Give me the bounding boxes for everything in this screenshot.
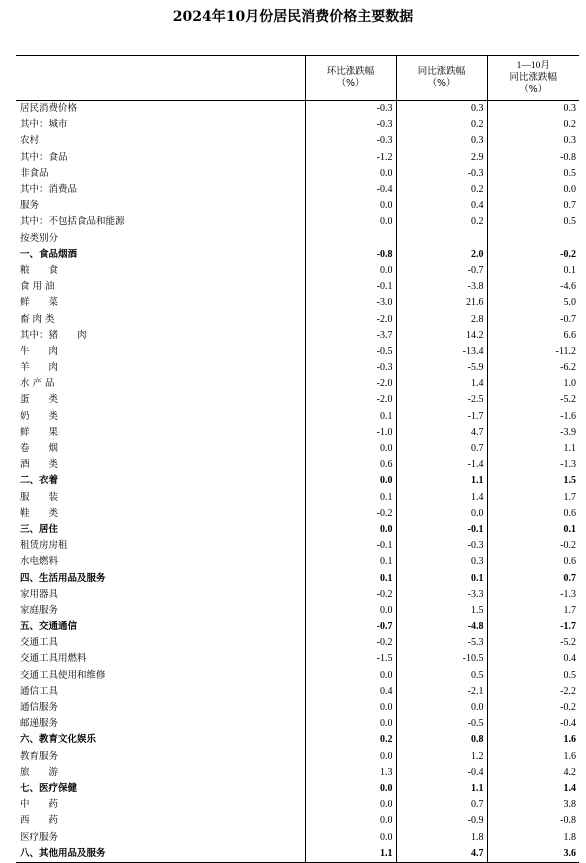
value-mom: -3.7 (305, 328, 396, 344)
value-yoy: -5.3 (396, 635, 487, 651)
value-yoy: 0.0 (396, 700, 487, 716)
table-row (16, 311, 579, 327)
value-ytd: -3.9 (487, 425, 579, 441)
row-label: 服务 (20, 200, 40, 212)
value-ytd: -0.8 (487, 813, 579, 829)
value-yoy: -13.4 (396, 344, 487, 360)
header-mom-unit: （%） (336, 78, 365, 89)
row-label: 羊 肉 (20, 362, 59, 374)
value-yoy: 0.2 (396, 182, 487, 198)
value-mom: 0.0 (305, 716, 396, 732)
row-label: 八、其他用品及服务 (16, 846, 305, 863)
value-yoy: -3.8 (396, 279, 487, 295)
table-row (16, 182, 579, 198)
value-ytd: 1.6 (487, 749, 579, 765)
table-row (16, 101, 579, 118)
value-yoy: 0.2 (396, 117, 487, 133)
row-label: 七、医疗保健 (20, 782, 78, 794)
table-row (16, 198, 579, 214)
value-mom: 0.1 (305, 490, 396, 506)
header-yoy (396, 56, 487, 101)
header-ytd-period: 1—10月 (516, 61, 550, 71)
row-label: 酒 类 (20, 459, 59, 471)
value-yoy: 0.4 (396, 198, 487, 214)
header-mom-label: 环比涨跌幅 (326, 66, 375, 77)
row-label: 奶 类 (20, 410, 59, 422)
table-row (16, 587, 579, 603)
value-ytd: 0.0 (487, 182, 579, 198)
table-row (16, 133, 579, 149)
row-label: 卷 烟 (20, 443, 59, 455)
value-yoy: -10.5 (396, 651, 487, 667)
table-row (16, 247, 579, 263)
value-mom: -1.5 (305, 651, 396, 667)
value-mom: 0.1 (305, 554, 396, 570)
value-yoy: -0.7 (396, 263, 487, 279)
row-label: 食 用 油 (20, 281, 55, 293)
value-mom: 0.0 (305, 603, 396, 619)
table-row (16, 360, 579, 376)
value-mom: -0.2 (305, 506, 396, 522)
row-label: 通信服务 (20, 702, 59, 714)
value-yoy: 1.4 (396, 376, 487, 392)
row-label: 交通工具使用和维修 (20, 669, 106, 681)
row-label: 医疗服务 (20, 831, 59, 843)
table-row (16, 279, 579, 295)
value-ytd: 3.6 (487, 846, 579, 863)
value-ytd: 0.5 (487, 166, 579, 182)
value-mom: 0.0 (305, 813, 396, 829)
table-row (16, 668, 579, 684)
row-label: 非食品 (20, 167, 49, 179)
table-row (16, 166, 579, 182)
row-label: 旅 游 (20, 766, 59, 778)
value-mom: 0.1 (305, 570, 396, 586)
value-mom: -1.0 (305, 425, 396, 441)
table-header-row (16, 56, 579, 101)
value-yoy: 14.2 (396, 328, 487, 344)
value-yoy: 0.1 (396, 570, 487, 586)
value-ytd: 4.2 (487, 765, 579, 781)
value-ytd: -1.3 (487, 587, 579, 603)
value-mom: 0.0 (305, 473, 396, 489)
value-yoy: 1.5 (396, 603, 487, 619)
value-ytd: -1.6 (487, 409, 579, 425)
table-row (16, 328, 579, 344)
value-yoy: 0.7 (396, 441, 487, 457)
table-row (16, 231, 579, 247)
row-label: 蛋 类 (20, 394, 59, 406)
value-ytd: -0.2 (487, 247, 579, 263)
table-row (16, 619, 579, 635)
value-yoy: 0.0 (396, 506, 487, 522)
value-yoy: -5.9 (396, 360, 487, 376)
value-mom: 0.4 (305, 684, 396, 700)
value-mom: 0.0 (305, 700, 396, 716)
value-mom: 0.0 (305, 441, 396, 457)
table-row (16, 797, 579, 813)
value-yoy: 2.0 (396, 247, 487, 263)
table-row (16, 376, 579, 392)
table-row (16, 150, 579, 166)
value-mom: -0.5 (305, 344, 396, 360)
value-mom: 0.1 (305, 409, 396, 425)
value-yoy: 0.3 (396, 554, 487, 570)
row-label: 家庭服务 (20, 604, 59, 616)
value-ytd: 1.8 (487, 829, 579, 845)
value-yoy: 2.9 (396, 150, 487, 166)
value-mom: -0.3 (305, 101, 396, 118)
value-yoy: 1.2 (396, 749, 487, 765)
row-label: 牛 肉 (20, 345, 59, 357)
row-label: 鞋 类 (20, 507, 59, 519)
row-label: 鲜 菜 (20, 297, 59, 309)
table-row (16, 732, 579, 748)
row-label: 教育服务 (20, 750, 59, 762)
table-row (16, 603, 579, 619)
value-mom: -2.0 (305, 311, 396, 327)
value-mom: 0.0 (305, 263, 396, 279)
table-row (16, 522, 579, 538)
value-ytd: 0.4 (487, 651, 579, 667)
value-ytd: 0.1 (487, 522, 579, 538)
value-ytd: 0.3 (487, 101, 579, 118)
value-ytd: 1.5 (487, 473, 579, 489)
table-row (16, 829, 579, 845)
value-ytd: 5.0 (487, 295, 579, 311)
value-mom: -0.1 (305, 279, 396, 295)
value-yoy: 21.6 (396, 295, 487, 311)
value-mom: 0.2 (305, 732, 396, 748)
value-mom: 0.0 (305, 214, 396, 230)
value-yoy: 0.2 (396, 214, 487, 230)
value-ytd: -0.8 (487, 150, 579, 166)
value-mom: -0.8 (305, 247, 396, 263)
value-mom: 0.0 (305, 781, 396, 797)
value-yoy: 0.8 (396, 732, 487, 748)
value-mom: -2.0 (305, 392, 396, 408)
table-row (16, 263, 579, 279)
table-row (16, 409, 579, 425)
value-mom: 0.0 (305, 522, 396, 538)
table-row (16, 716, 579, 732)
value-yoy: 1.4 (396, 490, 487, 506)
table-row (16, 457, 579, 473)
value-yoy: 0.3 (396, 101, 487, 118)
table-row (16, 538, 579, 554)
header-ytd-unit: （%） (519, 84, 548, 95)
value-ytd: 1.4 (487, 781, 579, 797)
value-ytd: -0.7 (487, 311, 579, 327)
row-label: 五、交通通信 (20, 621, 78, 633)
row-label: 租赁房房租 (20, 540, 68, 552)
row-label: 交通工具 (20, 637, 59, 649)
table-row (16, 765, 579, 781)
header-yoy-unit: （%） (427, 78, 456, 89)
value-yoy: -0.1 (396, 522, 487, 538)
table-row (16, 295, 579, 311)
value-ytd (487, 231, 579, 247)
table-row (16, 117, 579, 133)
value-mom (305, 231, 396, 247)
value-mom: 1.3 (305, 765, 396, 781)
value-mom: -0.1 (305, 538, 396, 554)
value-mom: -0.3 (305, 360, 396, 376)
row-label: 水 产 品 (20, 378, 55, 390)
value-mom: 0.0 (305, 166, 396, 182)
value-yoy: 4.7 (396, 425, 487, 441)
row-label: 鲜 果 (20, 426, 59, 438)
table-row (16, 846, 579, 863)
value-ytd: 1.0 (487, 376, 579, 392)
value-ytd: 0.7 (487, 198, 579, 214)
value-ytd: 0.2 (487, 117, 579, 133)
value-ytd: 1.6 (487, 732, 579, 748)
row-label: 三、居住 (20, 523, 59, 535)
value-ytd: 0.5 (487, 214, 579, 230)
value-yoy: 2.8 (396, 311, 487, 327)
value-yoy: -0.3 (396, 166, 487, 182)
value-ytd: 0.6 (487, 554, 579, 570)
table-row (16, 570, 579, 586)
value-yoy: -1.7 (396, 409, 487, 425)
table-row (16, 473, 579, 489)
value-mom: 0.0 (305, 198, 396, 214)
table-row (16, 813, 579, 829)
value-mom: -2.0 (305, 376, 396, 392)
table-row (16, 554, 579, 570)
header-yoy-label: 同比涨跌幅 (417, 66, 466, 77)
row-label: 通信工具 (20, 685, 59, 697)
value-yoy: 1.8 (396, 829, 487, 845)
value-mom: 0.6 (305, 457, 396, 473)
value-ytd: 1.7 (487, 603, 579, 619)
value-ytd: 1.7 (487, 490, 579, 506)
row-label: 六、教育文化娱乐 (20, 734, 97, 746)
value-ytd: 6.6 (487, 328, 579, 344)
row-label: 其中：消费品 (20, 184, 78, 196)
value-ytd: 3.8 (487, 797, 579, 813)
row-label: 中 药 (20, 799, 59, 811)
value-yoy: 1.1 (396, 473, 487, 489)
row-label: 其中：食品 (20, 151, 68, 163)
value-mom: -3.0 (305, 295, 396, 311)
value-ytd: 0.5 (487, 668, 579, 684)
value-ytd: 0.1 (487, 263, 579, 279)
table-row (16, 441, 579, 457)
row-label: 其中：城市 (20, 119, 68, 131)
value-yoy: 4.7 (396, 846, 487, 863)
value-mom: -0.3 (305, 117, 396, 133)
cpi-data-table (16, 55, 579, 863)
value-ytd: 0.6 (487, 506, 579, 522)
value-mom: -0.7 (305, 619, 396, 635)
table-row (16, 392, 579, 408)
value-mom: -0.2 (305, 635, 396, 651)
table-row (16, 506, 579, 522)
header-mom (305, 56, 396, 101)
row-label: 畜 肉 类 (20, 313, 55, 325)
row-label: 其中：猪 肉 (20, 329, 87, 341)
value-ytd: -1.3 (487, 457, 579, 473)
value-mom: 1.1 (305, 846, 396, 863)
row-label: 其中：不包括食品和能源 (20, 216, 125, 228)
row-label: 农村 (20, 135, 40, 147)
row-label: 邮递服务 (20, 718, 59, 730)
value-ytd: 0.3 (487, 133, 579, 149)
table-row (16, 344, 579, 360)
value-ytd: -0.2 (487, 538, 579, 554)
header-label-cell (16, 56, 305, 101)
value-yoy: -0.4 (396, 765, 487, 781)
header-ytd-label: 同比涨跌幅 (509, 72, 557, 83)
value-yoy: 0.7 (396, 797, 487, 813)
value-yoy: 0.5 (396, 668, 487, 684)
table-row (16, 490, 579, 506)
value-mom: -0.2 (305, 587, 396, 603)
value-yoy: -1.4 (396, 457, 487, 473)
row-label: 二、衣着 (20, 475, 59, 487)
row-label: 一、食品烟酒 (20, 248, 78, 260)
value-ytd: -5.2 (487, 635, 579, 651)
row-label: 家用器具 (20, 588, 59, 600)
value-yoy (396, 231, 487, 247)
value-ytd: -1.7 (487, 619, 579, 635)
table-row (16, 651, 579, 667)
table-row (16, 781, 579, 797)
table-row (16, 635, 579, 651)
table-row (16, 214, 579, 230)
value-ytd: -4.6 (487, 279, 579, 295)
value-yoy: -3.3 (396, 587, 487, 603)
value-ytd: -6.2 (487, 360, 579, 376)
row-label: 按类别分 (20, 232, 59, 244)
header-ytd (487, 56, 579, 101)
value-mom: -0.4 (305, 182, 396, 198)
value-yoy: -0.5 (396, 716, 487, 732)
value-mom: 0.0 (305, 668, 396, 684)
table-row (16, 700, 579, 716)
page-title: 2024年10月份居民消费价格主要数据 (172, 9, 414, 25)
value-yoy: -0.9 (396, 813, 487, 829)
value-yoy: -4.8 (396, 619, 487, 635)
table-row (16, 425, 579, 441)
value-ytd: -0.2 (487, 700, 579, 716)
value-mom: 0.0 (305, 797, 396, 813)
table-row (16, 749, 579, 765)
row-label: 水电燃料 (20, 556, 59, 568)
value-ytd: -11.2 (487, 344, 579, 360)
value-ytd: -5.2 (487, 392, 579, 408)
row-label: 粮 食 (20, 264, 59, 276)
row-label: 四、生活用品及服务 (20, 572, 106, 584)
value-yoy: -2.1 (396, 684, 487, 700)
value-mom: 0.0 (305, 829, 396, 845)
value-yoy: -0.3 (396, 538, 487, 554)
row-label: 交通工具用燃料 (20, 653, 87, 665)
value-mom: 0.0 (305, 749, 396, 765)
value-yoy: -2.5 (396, 392, 487, 408)
row-label: 服 装 (20, 491, 59, 503)
value-mom: -0.3 (305, 133, 396, 149)
value-ytd: 0.7 (487, 570, 579, 586)
value-mom: -1.2 (305, 150, 396, 166)
value-yoy: 1.1 (396, 781, 487, 797)
table-row (16, 684, 579, 700)
value-ytd: -0.4 (487, 716, 579, 732)
value-yoy: 0.3 (396, 133, 487, 149)
row-label: 居民消费价格 (20, 103, 78, 115)
value-ytd: 1.1 (487, 441, 579, 457)
value-ytd: -2.2 (487, 684, 579, 700)
row-label: 西 药 (20, 815, 59, 827)
